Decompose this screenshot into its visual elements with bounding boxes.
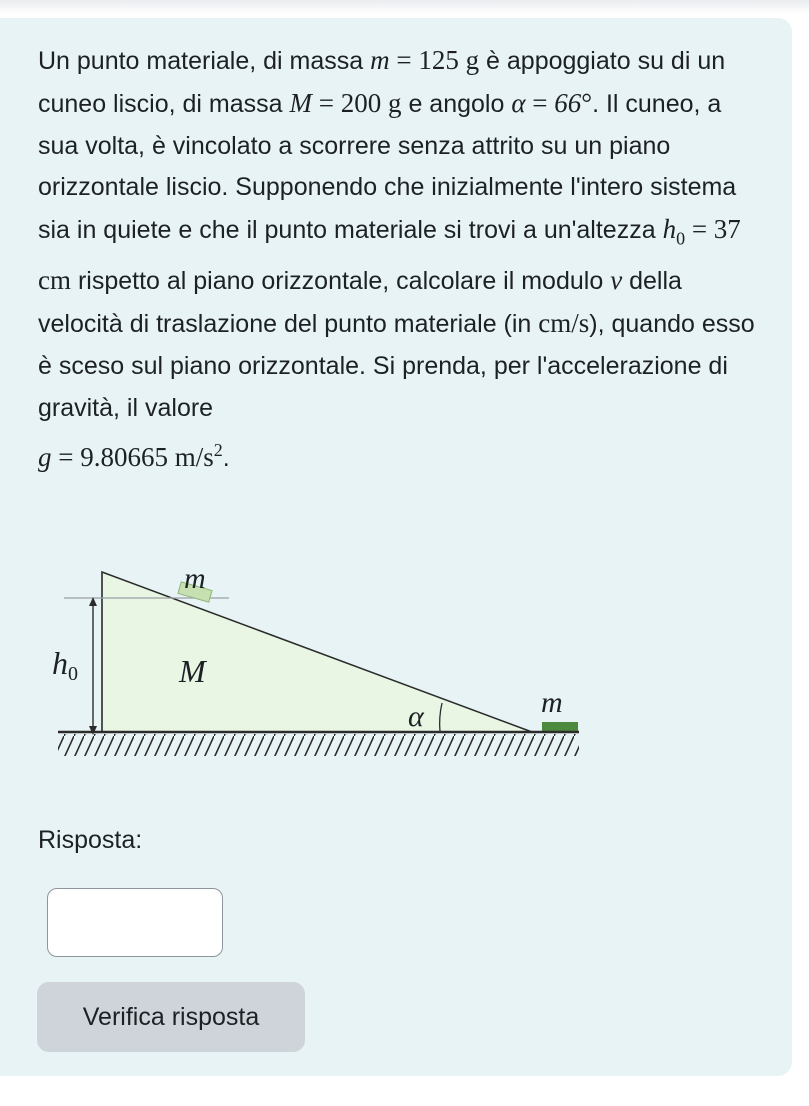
math-mass-m: m = 125 g <box>370 45 480 75</box>
math-height-h0: $h_0 = 37$ cm <box>38 214 741 296</box>
math-velocity-v: v <box>610 265 623 296</box>
wedge-shape <box>102 572 532 732</box>
ground-hatch <box>58 734 579 756</box>
math-angle-alpha: α = 66° <box>511 87 593 118</box>
label-h: h0 <box>52 645 78 685</box>
top-shadow-bar <box>0 0 809 14</box>
math-velocity-unit: cm/s <box>538 308 590 339</box>
question-text: Un punto materiale, di massa m = 125 g è appoggiato su di un cuneo liscio, di massa M = 200 g e angolo α = 66°. Il cuneo, a sua volta, è vincolato a scorrere senza attrito su un piano orizzontale liscio. Supponendo che inizialmente l'intero sistema sia in quiete e che il punto materiale si trovi a un'altezza $h_0 = 37$ cm rispetto al piano orizzontale, calcolare il modulo v della velocità di traslazione del punto materiale (in cm/s), quando esso è sceso sul piano orizzontale. Si prenda, per l'accelerazione di gravità, il valore g = 9.80665 $m/s^2$. <box>38 45 755 472</box>
label-m-top: m <box>184 562 206 595</box>
answer-label: Risposta: <box>38 826 143 854</box>
label-alpha: α <box>408 700 424 733</box>
height-arrow-head-bottom <box>89 726 97 735</box>
math-gravity-g: g = 9.80665 $m/s^2$ <box>38 439 223 472</box>
block-on-ground <box>542 722 578 732</box>
wedge-diagram <box>44 560 604 775</box>
math-mass-M: M = 200 g <box>289 87 402 118</box>
label-m-bottom: m <box>541 686 563 719</box>
label-M: M <box>179 653 206 689</box>
check-answer-button[interactable]: Verifica risposta <box>37 982 305 1052</box>
answer-input[interactable] <box>47 888 223 957</box>
